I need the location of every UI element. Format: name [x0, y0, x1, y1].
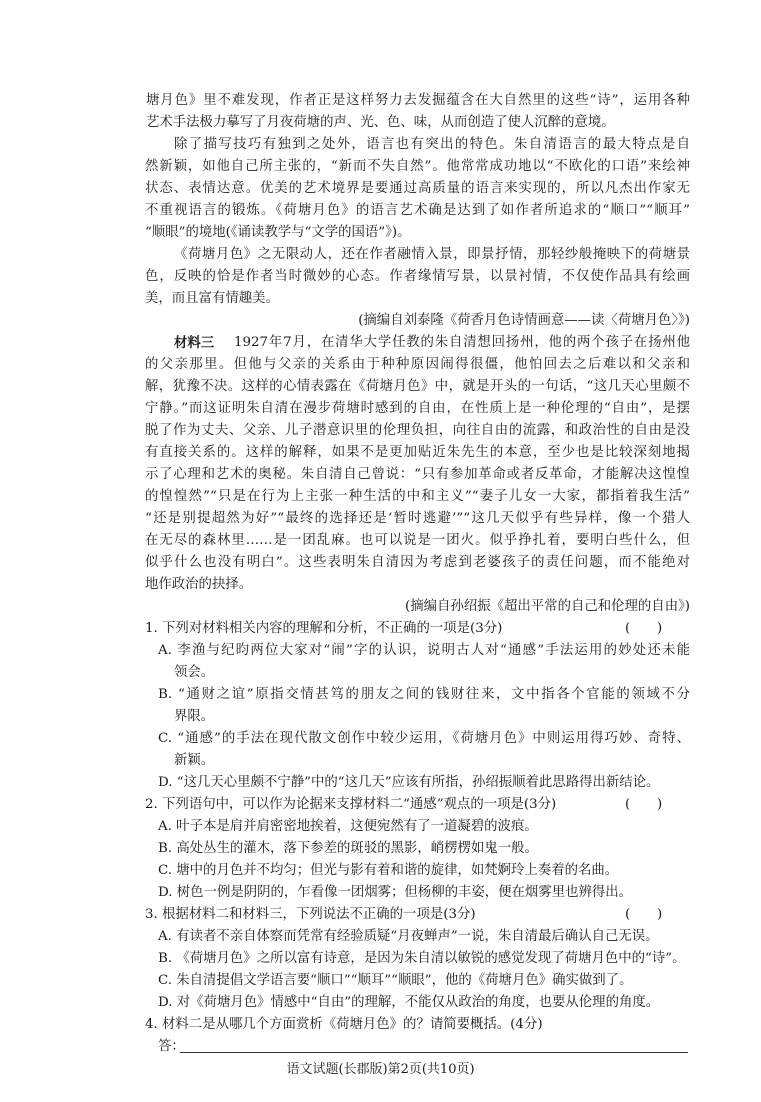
paragraph-line: 塘月色》里不难发现，作者正是这样努力去发掘蕴含在大自然里的这些“诗”，运用各种 — [146, 93, 690, 108]
option-b-cont: 界限。 — [174, 709, 215, 724]
option-a[interactable]: A. 叶子本是肩并肩密密地挨着，这便宛然有了一道凝碧的波痕。 — [158, 819, 538, 834]
option-d[interactable]: D. 对《荷塘月色》情感中“自由”的理解，不能仅从政治的角度，也要从伦理的角度。 — [158, 995, 660, 1010]
option-c[interactable]: C. 塘中的月色并不均匀；但光与影有着和谐的旋律，如梵婀玲上奏着的名曲。 — [158, 863, 619, 878]
option-d[interactable]: D. 树色一例是阴阴的，乍看像一团烟雾；但杨柳的丰姿，便在烟雾里也辨得出。 — [158, 885, 633, 900]
paragraph-line: 在无尽的森林里……是一团乱麻。也可以说是一团火。似乎挣扎着，要明白些什么，但 — [145, 533, 690, 548]
question-4-stem: 4. 材料二是从哪几个方面赏析《荷塘月色》的？请简要概括。(4分) — [145, 1017, 543, 1032]
paragraph-line: 地作政治的抉择。 — [145, 577, 253, 592]
answer-paren[interactable]: ( ) — [625, 797, 663, 812]
question-stem: 3. 根据材料二和材料三，下列说法不正确的一项是(3分) — [145, 907, 476, 922]
page-footer: 语文试题(长郡版)第2页(共10页) — [286, 1062, 475, 1077]
paragraph-line: “还是别提超然为好”“最终的选择还是‘暂时逃避’”“这几天似乎有些异样，像一个猎人 — [145, 511, 690, 526]
paragraph-line: 解，犹豫不决。这样的心情表露在《荷塘月色》中，就是开头的一句话，“这几天心里颇不 — [145, 379, 690, 394]
option-a-cont: 领会。 — [174, 665, 215, 680]
option-c[interactable]: C. 朱自清提倡文学语言要“顺口”“顺耳”“顺眼”，他的《荷塘月色》确实做到了。 — [158, 973, 633, 988]
option-d[interactable]: D. “这几天心里颇不宁静”中的“这几天”应该有所指，孙绍振顺着此思路得出新结论。 — [158, 775, 660, 790]
paragraph-line: 然新颖，如他自己所主张的，“新而不失自然”。他常常成功地以“不欧化的口语”来绘神 — [145, 159, 690, 174]
paragraph-line: 1927年7月，在清华大学任教的朱自清想回扬州，他的两个孩子在扬州他 — [234, 335, 690, 350]
material-label: 材料三 — [174, 335, 215, 351]
option-c[interactable]: C. “通感”的手法在现代散文创作中较少运用，《荷塘月色》中则运用得巧妙、奇特、 — [158, 731, 690, 746]
option-a[interactable]: A. 李渔与纪昀两位大家对“闹”字的认识，说明古人对“通感”手法运用的妙处还未能 — [158, 643, 690, 658]
option-c-cont: 新颖。 — [174, 753, 215, 768]
paragraph-line: “顺眼”的境地(《诵读教学与“文学的国语”》)。 — [145, 225, 411, 240]
answer-paren[interactable]: ( ) — [625, 907, 663, 922]
paragraph-line: 状态、表情达意。优美的艺术境界是要通过高质量的语言来实现的，所以凡杰出作家无 — [145, 181, 690, 196]
paragraph-line: 宁静。”而这证明朱自清在漫步荷塘时感到的自由，在性质上是一种伦理的“自由”，是摆 — [145, 401, 690, 416]
source-citation: (摘编自刘泰隆《荷香月色诗情画意——读〈荷塘月色〉》) — [358, 313, 690, 328]
paragraph-line: 色，反映的恰是作者当时微妙的心态。作者缘情写景，以景衬情，不仅使作品具有绘画 — [145, 269, 690, 284]
paragraph-line: 有直接关系的。这样的解释，如果不是更加贴近朱先生的本意，至少也是比较深刻地揭 — [145, 445, 690, 460]
paragraph-line: 不重视语言的锻炼。《荷塘月色》的语言艺术确是达到了如作者所追求的“顺口”“顺耳” — [145, 203, 690, 218]
paragraph-line: 的惶惶然”“只是在行为上主张一种生活的中和主义”“妻子儿女一大家，都指着我生活” — [145, 489, 690, 504]
question-stem: 2. 下列语句中，可以作为论据来支撑材料二“通感”观点的一项是(3分) — [145, 797, 557, 812]
paragraph-line: 美，而且富有情趣美。 — [145, 291, 279, 306]
paragraph-line: 艺术手法极力摹写了月夜荷塘的声、光、色、味，从而创造了使人沉醉的意境。 — [146, 115, 615, 130]
answer-line[interactable] — [180, 1052, 688, 1053]
option-a[interactable]: A. 有读者不亲自体察而凭常有经验质疑“月夜蝉声”一说，朱自清最后确认自己无误。 — [158, 929, 659, 944]
paragraph-line: 除了描写技巧有独到之处外，语言也有突出的特色。朱自清语言的最大特点是自 — [174, 137, 690, 152]
paragraph-line: 的父亲那里。但他与父亲的关系由于种种原因闹得很僵，他怕回去之后难以和父亲和 — [145, 357, 690, 372]
question-stem: 1. 下列对材料相关内容的理解和分析，不正确的一项是(3分) — [145, 621, 503, 636]
option-b[interactable]: B. “通财之谊”原指交情甚笃的朋友之间的钱财往来，文中指各个官能的领域不分 — [158, 687, 690, 702]
answer-label: 答： — [158, 1039, 185, 1054]
paragraph-line: 《荷塘月色》之无限动人，还在作者融情入景，即景抒情，那轻纱般掩映下的荷塘景 — [174, 247, 690, 262]
answer-paren[interactable]: ( ) — [625, 621, 663, 636]
paragraph-line: 脱了作为丈夫、父亲、儿子潜意识里的伦理负担，向往自由的流露，和政治性的自由是没 — [145, 423, 690, 438]
paragraph-line: 似乎什么也没有明白”。这些表明朱自清因为考虑到老婆孩子的责任问题，而不能绝对 — [145, 555, 690, 570]
paragraph-line: 示了心理和艺术的奥秘。朱自清自己曾说：“只有参加革命或者反革命，才能解决这惶惶 — [145, 467, 690, 482]
source-citation: (摘编自孙绍振《超出平常的自己和伦理的自由》) — [405, 599, 690, 614]
option-b[interactable]: B. 《荷塘月色》之所以富有诗意，是因为朱自清以敏锐的感觉发现了荷塘月色中的“诗”。 — [158, 951, 686, 966]
option-b[interactable]: B. 高处丛生的灌木，落下参差的斑驳的黑影，峭楞楞如鬼一般。 — [158, 841, 538, 856]
